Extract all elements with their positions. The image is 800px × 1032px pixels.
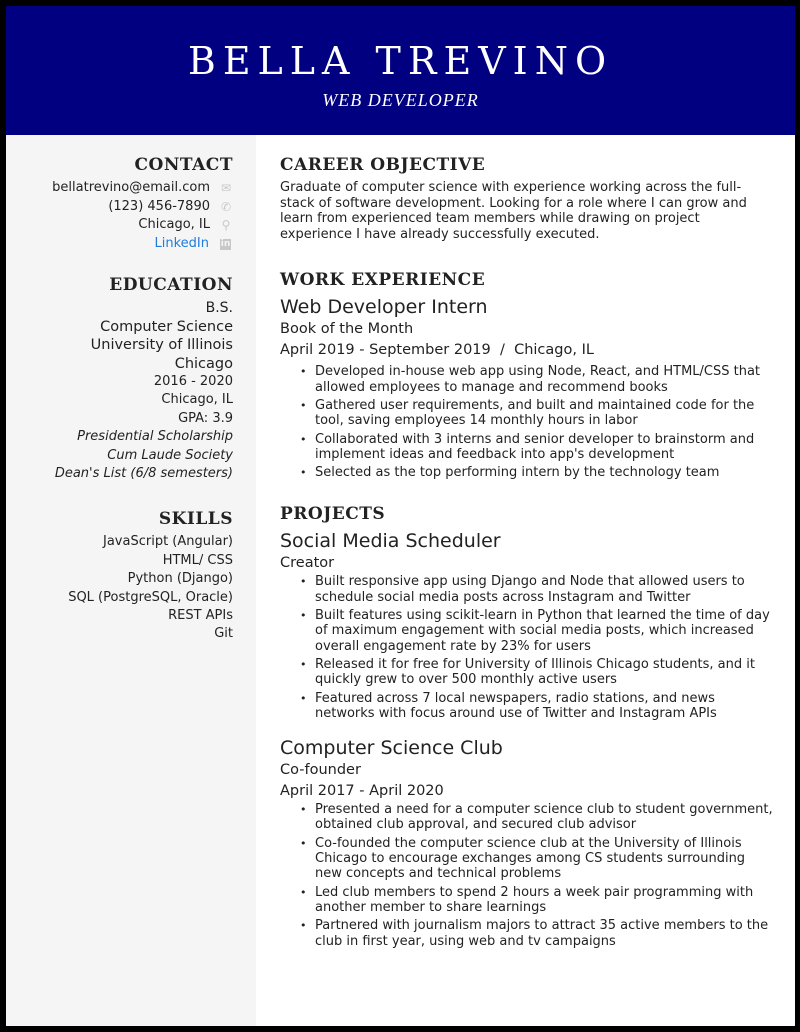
bullet: • Featured across 7 local newspapers, radio stations, and news networks with focus around use of Twitter and Instagram APIs: [280, 691, 775, 722]
skill-item: JavaScript (Angular): [103, 534, 233, 550]
bullet: • Released it for free for University of Illinois Chicago students, and it quickly grew to over 500 monthly active users: [280, 657, 775, 688]
contact-location: [6, 216, 233, 235]
phone-text: (123) 456-7890: [108, 198, 210, 214]
email-text: bellatrevino@email.com: [52, 180, 210, 195]
bullet: • Gathered user requirements, and built and maintained code for the tool, saving employees 14 monthly hours in labor: [280, 398, 775, 429]
phone-icon: ✆: [220, 199, 232, 214]
map-pin-icon: ⚲: [221, 218, 231, 233]
bullet: • Developed in-house web app using Node, React, and HTML/CSS that allowed employees to manage and recommend books: [280, 364, 775, 395]
projects-heading: PROJECTS: [280, 504, 386, 525]
linkedin-icon: in: [220, 238, 231, 249]
sidebar: [6, 135, 256, 1026]
bullet: • Partnered with journalism majors to attract 35 active members to the club in first year, using web and tv campaigns: [280, 918, 775, 949]
project-dates: April 2017 - April 2020: [280, 783, 444, 800]
project-name: Social Media Scheduler: [280, 530, 501, 553]
education-heading: EDUCATION: [109, 275, 233, 296]
honor: Presidential Scholarship: [77, 429, 233, 445]
location-text: Chicago, IL: [138, 217, 210, 233]
job-company: Book of the Month: [280, 321, 414, 338]
degree: B.S.: [205, 300, 233, 317]
job-title: Web Developer Intern: [280, 296, 488, 319]
project-bullets: [280, 574, 775, 721]
project-role: Co-founder: [280, 762, 361, 779]
skills-heading: SKILLS: [158, 509, 233, 530]
candidate-title: WEB DEVELOPER: [322, 90, 479, 110]
job-bullets: [280, 364, 775, 480]
bullet: • Built features using scikit-learn in Python that learned the time of day of maximum engagement with social media posts, which increased overall engagement rate by 23% for users: [280, 608, 775, 654]
skill-item: Python (Django): [127, 571, 233, 587]
contact-phone: [6, 198, 233, 217]
bullet: • Collaborated with 3 interns and senior developer to brainstorm and implement ideas and feedback into app's development: [280, 432, 775, 463]
gpa: GPA: 3.9: [178, 410, 233, 426]
bullet: • Built responsive app using Django and Node that allowed users to schedule social media posts across Instagram and Twitter: [280, 574, 775, 605]
contact-heading: CONTACT: [134, 155, 233, 175]
project-role: Creator: [280, 555, 335, 572]
bullet: • Selected as the top performing intern by the technology team: [280, 465, 775, 480]
school-city: Chicago: [174, 355, 233, 372]
main-content: [280, 135, 775, 952]
work-heading: WORK EXPERIENCE: [280, 270, 486, 291]
objective-text: Graduate of computer science with experience working across the full-stack of software development. Looking for a role where I can grow and learn from experienced team members while drawing on project experience I have already successfully executed.: [280, 180, 747, 242]
job-dates: April 2019 - September 2019 / Chicago, IL: [280, 342, 594, 359]
bullet: • Co-founded the computer science club at the University of Illinois Chicago to encourage exchanges among CS students surrounding new concepts and technical problems: [280, 836, 775, 882]
resume-header: [6, 6, 795, 135]
project-name: Computer Science Club: [280, 737, 503, 760]
skill-item: REST APIs: [168, 608, 233, 624]
linkedin-link[interactable]: LinkedIn: [154, 235, 209, 251]
project-bullets: [280, 802, 775, 949]
skill-item: SQL (PostgreSQL, Oracle): [68, 589, 233, 605]
bullet: • Led club members to spend 2 hours a week pair programming with another member to share learnings: [280, 885, 775, 916]
envelope-icon: ✉: [220, 181, 232, 195]
honor: Cum Laude Society: [107, 447, 233, 463]
edu-location: Chicago, IL: [161, 392, 233, 408]
candidate-name: BELLA TREVINO: [187, 39, 614, 83]
contact-linkedin[interactable]: [6, 235, 233, 254]
resume-page: [6, 6, 795, 1026]
objective-heading: CAREER OBJECTIVE: [280, 155, 486, 175]
skill-item: Git: [214, 626, 233, 642]
bullet: • Presented a need for a computer science club to student government, obtained club approval, and secured club advisor: [280, 802, 775, 833]
skill-item: HTML/ CSS: [162, 552, 233, 568]
contact-email: [6, 179, 233, 198]
school: University of Illinois: [90, 337, 233, 354]
edu-dates: 2016 - 2020: [153, 374, 233, 389]
honor: Dean's List (6/8 semesters): [54, 466, 233, 482]
major: Computer Science: [100, 318, 233, 335]
